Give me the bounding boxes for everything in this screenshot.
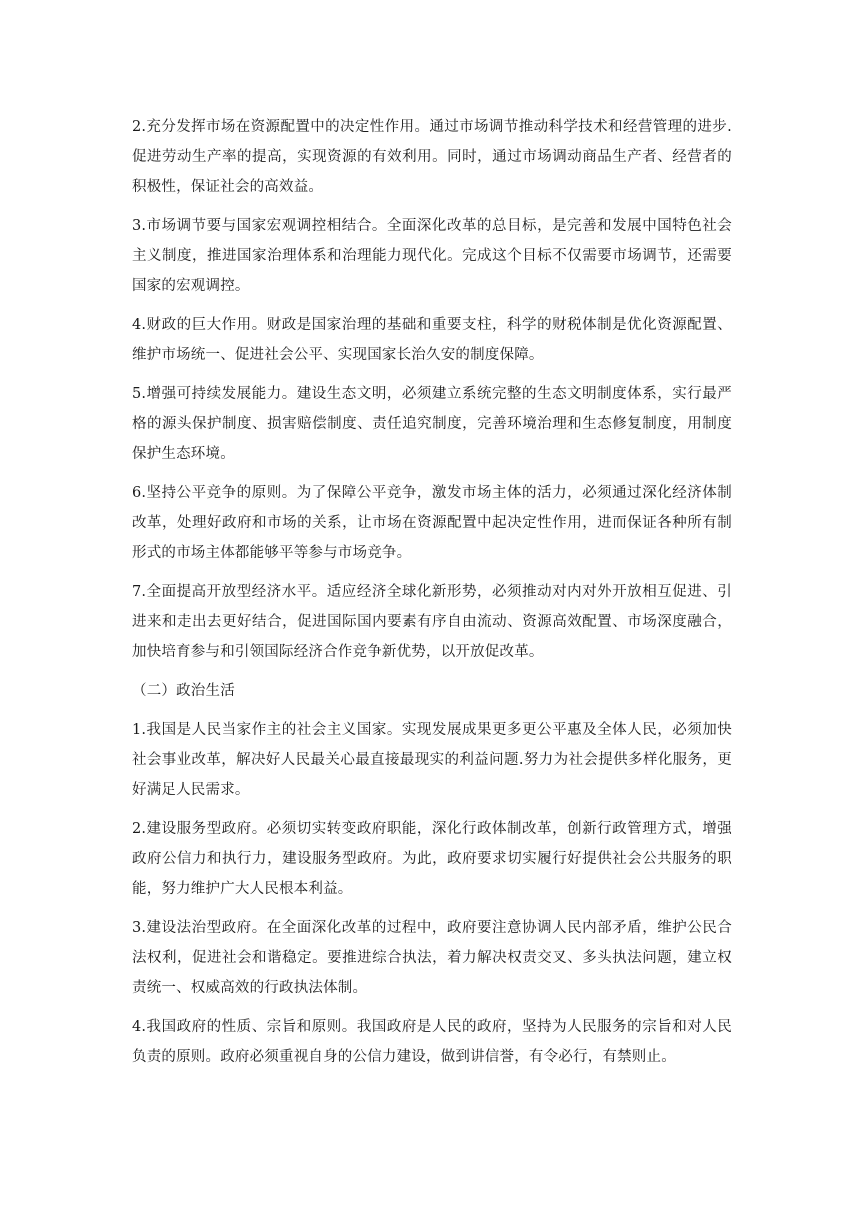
paragraph-rule-of-law-government: 3.建设法治型政府。在全面深化改革的过程中，政府要注意协调人民内部矛盾，维护公民合法权利，促进社会和谐稳定。要推进综合执法，着力解决权责交叉、多头执法问题，建立权责统一、权威高效的行政执法体制。 [132,920,732,996]
paragraph-service-government: 2.建设服务型政府。必须切实转变政府职能，深化行政体制改革，创新行政管理方式，增强政府公信力和执行力，建设服务型政府。为此，政府要求切实履行好提供社会公共服务的职能，努力维护广大人民根本利益。 [132,821,732,897]
document-body [132,112,732,1081]
paragraph-market-decisive-role: 2.充分发挥市场在资源配置中的决定性作用。通过市场调节推动科学技术和经营管理的进步.促进劳动生产率的提高，实现资源的有效利用。同时，通过市场调动商品生产者、经营者的积极性，保证社会的高效益。 [132,119,732,195]
paragraph-finance-role: 4.财政的巨大作用。财政是国家治理的基础和重要支柱，科学的财税体制是优化资源配置、维护市场统一、促进社会公平、实现国家长治久安的制度保障。 [132,317,732,363]
paragraph-open-economy: 7.全面提高开放型经济水平。适应经济全球化新形势，必须推动对内对外开放相互促进、引进来和走出去更好结合，促进国际国内要素有序自由流动、资源高效配置、市场深度融合，加快培育参与和引领国际经济合作竞争新优势，以开放促改革。 [132,584,732,660]
paragraph-government-nature: 4.我国政府的性质、宗旨和原则。我国政府是人民的政府，坚持为人民服务的宗旨和对人民负责的原则。政府必须重视自身的公信力建设，做到讲信誉，有令必行，有禁则止。 [132,1019,732,1065]
section-heading-political-life: （二）政治生活 [132,683,235,699]
paragraph-fair-competition: 6.坚持公平竞争的原则。为了保障公平竞争，激发市场主体的活力，必须通过深化经济体制改革，处理好政府和市场的关系，让市场在资源配置中起决定性作用，进而保证各种所有制形式的市场主体都能够平等参与市场竞争。 [132,485,732,561]
paragraph-sustainable-development: 5.增强可持续发展能力。建设生态文明，必须建立系统完整的生态文明制度体系，实行最严格的源头保护制度、损害赔偿制度、责任追究制度，完善环境治理和生态修复制度，用制度保护生态环境。 [132,386,732,462]
paragraph-people-as-masters: 1.我国是人民当家作主的社会主义国家。实现发展成果更多更公平惠及全体人民，必须加快社会事业改革，解决好人民最关心最直接最现实的利益问题.努力为社会提供多样化服务，更好满足人民需求。 [132,722,732,798]
paragraph-market-and-macro-control: 3.市场调节要与国家宏观调控相结合。全面深化改革的总目标，是完善和发展中国特色社会主义制度，推进国家治理体系和治理能力现代化。完成这个目标不仅需要市场调节，还需要国家的宏观调控。 [132,218,732,294]
